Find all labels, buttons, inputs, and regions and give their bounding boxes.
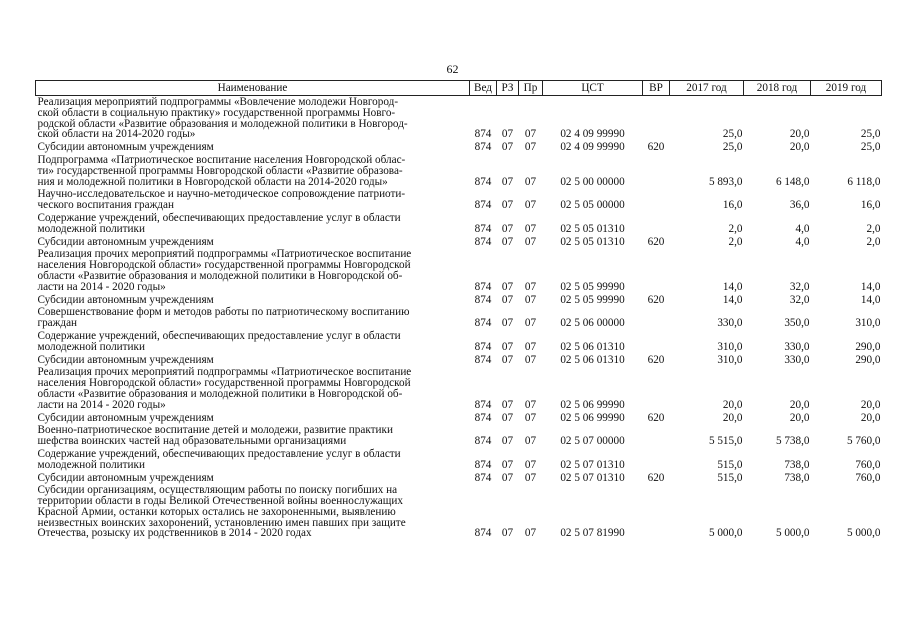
cell-cst: 02 5 05 00000 [560, 199, 625, 212]
cell-ved: 874 [474, 340, 492, 353]
name-line: населения Новгородской области» государственной программы Новгородской [37, 259, 411, 272]
cell-2017: 330,0 [717, 317, 743, 330]
cell-2018: 330,0 [784, 353, 810, 366]
cell-rz: 07 [501, 280, 514, 293]
name-line: Реализация мероприятий подпрограммы «Вовлечение молодежи Новгород- [37, 96, 399, 108]
table-row [36, 484, 882, 540]
name-line: Субсидии автономным учреждениям [37, 353, 214, 366]
header-pr: Пр [519, 81, 543, 96]
name-line: Научно-исследовательское и научно-методическое сопровождение патриоти- [37, 188, 406, 201]
cell-2019: 310,0 [855, 317, 881, 330]
cell-2019: 16,0 [860, 199, 881, 212]
cell-cst: 02 5 07 81990 [560, 527, 625, 540]
cell-2019: 14,0 [860, 293, 881, 306]
cell-2019: 290,0 [855, 340, 881, 353]
cell-ved: 874 [474, 280, 492, 293]
name-line: Субсидии автономным учреждениям [37, 141, 214, 154]
cell-2018: 20,0 [789, 141, 810, 154]
cell-cst: 02 5 05 99990 [560, 293, 625, 306]
cell-name [36, 306, 470, 330]
cell-pr: 07 [524, 280, 537, 293]
table-header-row [36, 81, 882, 96]
cell-cst: 02 5 07 01310 [560, 458, 625, 471]
header-rz: РЗ [497, 81, 519, 96]
cell-vr: 620 [647, 141, 665, 154]
cell-2019: 760,0 [855, 471, 881, 484]
cell-ved: 874 [474, 293, 492, 306]
cell-cst: 02 5 06 00000 [560, 317, 625, 330]
cell-2017: 14,0 [722, 293, 743, 306]
cell-name [36, 236, 470, 249]
cell-2019: 6 118,0 [847, 175, 881, 188]
table-row [36, 412, 882, 425]
cell-ved: 874 [474, 435, 492, 448]
cell-vr: 620 [647, 471, 665, 484]
cell-rz: 07 [501, 458, 514, 471]
cell-2018: 350,0 [784, 317, 810, 330]
name-line: населения Новгородской области» государственной программы Новгородской [37, 377, 411, 390]
table-row [36, 188, 882, 212]
name-line: ской области на 2014-2020 годы» [37, 128, 196, 141]
cell-2017: 5 000,0 [708, 527, 743, 540]
table-row [36, 294, 882, 307]
name-line: неизвестных воинских захоронений, установлению имен павших при защите [37, 516, 406, 529]
name-line: ческого воспитания граждан [37, 199, 174, 212]
cell-vr [643, 212, 670, 236]
cell-pr: 07 [524, 141, 537, 154]
cell-pr: 07 [524, 293, 537, 306]
name-line: ния и молодежной политики в Новгородской области на 2014-2020 годы» [37, 175, 388, 188]
cell-2017: 2,0 [728, 235, 743, 248]
cell-pr: 07 [524, 398, 537, 411]
cell-ved: 874 [474, 128, 492, 141]
cell-pr: 07 [524, 235, 537, 248]
cell-name [36, 448, 470, 472]
cell-name [36, 366, 470, 411]
cell-2018: 36,0 [789, 199, 810, 212]
table-row [36, 306, 882, 330]
name-line: Реализация прочих мероприятий подпрограммы «Патриотическое воспитание [37, 366, 412, 379]
cell-cst: 02 4 09 99990 [560, 128, 625, 141]
cell-vr [643, 154, 670, 188]
name-line: Содержание учреждений, обеспечивающих предоставление услуг в области [37, 329, 401, 342]
cell-2019: 20,0 [860, 411, 881, 424]
name-line: Подпрограмма «Патриотическое воспитание населения Новгородской облас- [37, 153, 406, 166]
cell-2017: 515,0 [717, 458, 743, 471]
cell-ved: 874 [474, 471, 492, 484]
cell-ved: 874 [474, 398, 492, 411]
cell-2017: 310,0 [717, 353, 743, 366]
cell-name [36, 294, 470, 307]
cell-ved: 874 [474, 458, 492, 471]
cell-vr [643, 484, 670, 540]
cell-ved: 874 [474, 222, 492, 235]
budget-table [35, 80, 882, 540]
table-row [36, 424, 882, 448]
header-vr: ВР [643, 81, 670, 96]
cell-cst: 02 5 05 99990 [560, 280, 625, 293]
name-line: молодежной политики [37, 340, 145, 353]
table-row [36, 154, 882, 188]
cell-name [36, 248, 470, 293]
cell-2019: 5 000,0 [846, 527, 881, 540]
cell-2017: 14,0 [722, 280, 743, 293]
cell-2017: 25,0 [722, 141, 743, 154]
cell-2019: 5 760,0 [846, 435, 881, 448]
table-row [36, 354, 882, 367]
cell-2019: 14,0 [860, 280, 881, 293]
name-line: Реализация прочих мероприятий подпрограммы «Патриотическое воспитание [37, 248, 412, 261]
cell-2017: 310,0 [717, 340, 743, 353]
cell-cst: 02 5 06 01310 [560, 340, 625, 353]
cell-2017: 2,0 [728, 222, 743, 235]
name-line: Субсидии автономным учреждениям [37, 471, 214, 484]
cell-2017: 16,0 [722, 199, 743, 212]
cell-vr: 620 [647, 353, 665, 366]
cell-cst: 02 4 09 99990 [560, 141, 625, 154]
cell-cst: 02 5 06 01310 [560, 353, 625, 366]
cell-ved: 874 [474, 199, 492, 212]
cell-2018: 20,0 [789, 398, 810, 411]
cell-rz: 07 [501, 527, 514, 540]
cell-2019: 2,0 [866, 222, 881, 235]
cell-vr [643, 330, 670, 354]
cell-2018: 32,0 [789, 280, 810, 293]
name-line: ласти на 2014 - 2020 годы» [37, 398, 166, 411]
cell-cst: 02 5 06 99990 [560, 398, 625, 411]
cell-2018: 5 000,0 [775, 527, 810, 540]
table-row [36, 141, 882, 154]
cell-cst: 02 5 00 00000 [560, 175, 625, 188]
cell-pr: 07 [524, 340, 537, 353]
cell-name [36, 330, 470, 354]
cell-pr: 07 [524, 471, 537, 484]
cell-2018: 330,0 [784, 340, 810, 353]
cell-rz: 07 [501, 317, 514, 330]
cell-pr: 07 [524, 353, 537, 366]
name-line: молодежной политики [37, 458, 145, 471]
cell-2019: 25,0 [860, 128, 881, 141]
name-line: Содержание учреждений, обеспечивающих предоставление услуг в области [37, 447, 401, 460]
cell-2018: 32,0 [789, 293, 810, 306]
header-2017: 2017 год [670, 81, 744, 96]
cell-ved: 874 [474, 317, 492, 330]
cell-vr [643, 424, 670, 448]
cell-pr: 07 [524, 411, 537, 424]
cell-ved: 874 [474, 353, 492, 366]
cell-name [36, 188, 470, 212]
cell-2017: 20,0 [722, 411, 743, 424]
cell-name [36, 354, 470, 367]
name-line: граждан [37, 317, 78, 330]
cell-2017: 20,0 [722, 398, 743, 411]
cell-rz: 07 [501, 340, 514, 353]
cell-2018: 738,0 [784, 471, 810, 484]
cell-vr [643, 96, 670, 142]
cell-2018: 738,0 [784, 458, 810, 471]
table-row [36, 248, 882, 293]
name-line: Субсидии организациям, осуществляющим работы по поиску погибших на [37, 484, 398, 497]
table-row [36, 366, 882, 411]
cell-2019: 290,0 [855, 353, 881, 366]
table-row [36, 96, 882, 142]
name-line: Содержание учреждений, обеспечивающих предоставление услуг в области [37, 211, 401, 224]
header-name: Наименование [36, 81, 470, 96]
name-line: Субсидии автономным учреждениям [37, 411, 214, 424]
header-2019: 2019 год [811, 81, 882, 96]
cell-name [36, 212, 470, 236]
name-line: Красной Армии, останки которых остались не захороненными, выявлению [37, 505, 396, 518]
table-row [36, 212, 882, 236]
cell-2018: 6 148,0 [775, 175, 810, 188]
cell-pr: 07 [524, 222, 537, 235]
table-row [36, 330, 882, 354]
cell-rz: 07 [501, 411, 514, 424]
cell-rz: 07 [501, 435, 514, 448]
name-line: Военно-патриотическое воспитание детей и молодежи, развитие практики [37, 424, 393, 437]
cell-name [36, 412, 470, 425]
cell-2019: 2,0 [866, 235, 881, 248]
table-row [36, 448, 882, 472]
table-row [36, 236, 882, 249]
cell-pr: 07 [524, 199, 537, 212]
cell-name [36, 424, 470, 448]
cell-vr [643, 188, 670, 212]
cell-2018: 20,0 [789, 128, 810, 141]
cell-pr: 07 [524, 317, 537, 330]
cell-rz: 07 [501, 353, 514, 366]
cell-pr: 07 [524, 128, 537, 141]
name-line: ской области в социальную практику» государственной программы Новго- [37, 106, 396, 119]
cell-pr: 07 [524, 527, 537, 540]
cell-2018: 5 738,0 [775, 435, 810, 448]
header-cst: ЦСТ [543, 81, 643, 96]
cell-2017: 5 515,0 [708, 435, 743, 448]
table-body [36, 96, 882, 541]
cell-2019: 20,0 [860, 398, 881, 411]
name-line: молодежной политики [37, 222, 145, 235]
cell-rz: 07 [501, 471, 514, 484]
cell-vr: 620 [647, 235, 665, 248]
cell-ved: 874 [474, 175, 492, 188]
cell-rz: 07 [501, 175, 514, 188]
cell-name [36, 154, 470, 188]
cell-name [36, 472, 470, 485]
cell-rz: 07 [501, 141, 514, 154]
cell-2017: 25,0 [722, 128, 743, 141]
cell-cst: 02 5 05 01310 [560, 222, 625, 235]
name-line: шефства воинских частей над образовательными организациями [37, 435, 347, 448]
name-line: области «Развитие образования и молодежной политики в Новгородской об- [37, 387, 403, 400]
cell-vr [643, 366, 670, 411]
cell-vr [643, 248, 670, 293]
cell-vr [643, 306, 670, 330]
cell-rz: 07 [501, 128, 514, 141]
cell-vr: 620 [647, 293, 665, 306]
name-line: области «Развитие образования и молодежной политики в Новгородской об- [37, 269, 403, 282]
cell-cst: 02 5 05 01310 [560, 235, 625, 248]
cell-rz: 07 [501, 199, 514, 212]
table-row [36, 472, 882, 485]
cell-rz: 07 [501, 235, 514, 248]
cell-rz: 07 [501, 222, 514, 235]
name-line: ти» государственной программы Новгородской области «Развитие образова- [37, 164, 403, 177]
cell-name [36, 484, 470, 540]
header-ved: Вед [470, 81, 497, 96]
cell-ved: 874 [474, 235, 492, 248]
cell-2018: 4,0 [795, 235, 810, 248]
cell-2019: 25,0 [860, 141, 881, 154]
cell-vr [643, 448, 670, 472]
name-line: ласти на 2014 - 2020 годы» [37, 280, 166, 293]
cell-cst: 02 5 06 99990 [560, 411, 625, 424]
cell-2018: 20,0 [789, 411, 810, 424]
cell-pr: 07 [524, 458, 537, 471]
name-line: Совершенствование форм и методов работы по патриотическому воспитанию [37, 306, 410, 319]
name-line: Субсидии автономным учреждениям [37, 235, 214, 248]
cell-vr: 620 [647, 411, 665, 424]
name-line: Отечества, розыску их родственников в 2014 - 2020 годах [37, 527, 312, 540]
cell-rz: 07 [501, 293, 514, 306]
cell-ved: 874 [474, 527, 492, 540]
cell-2017: 5 893,0 [708, 175, 743, 188]
cell-2018: 4,0 [795, 222, 810, 235]
name-line: Субсидии автономным учреждениям [37, 293, 214, 306]
header-2018: 2018 год [744, 81, 811, 96]
cell-name [36, 96, 470, 142]
cell-2017: 515,0 [717, 471, 743, 484]
cell-2019: 760,0 [855, 458, 881, 471]
page-number: 62 [446, 62, 459, 76]
cell-ved: 874 [474, 411, 492, 424]
cell-cst: 02 5 07 01310 [560, 471, 625, 484]
cell-cst: 02 5 07 00000 [560, 435, 625, 448]
cell-name [36, 141, 470, 154]
cell-ved: 874 [474, 141, 492, 154]
name-line: родской области «Развитие образования и молодежной политики в Новгород- [37, 117, 408, 130]
cell-rz: 07 [501, 398, 514, 411]
cell-pr: 07 [524, 435, 537, 448]
name-line: территории области в годы Великой Отечественной войны военнослужащих [37, 495, 403, 508]
cell-pr: 07 [524, 175, 537, 188]
